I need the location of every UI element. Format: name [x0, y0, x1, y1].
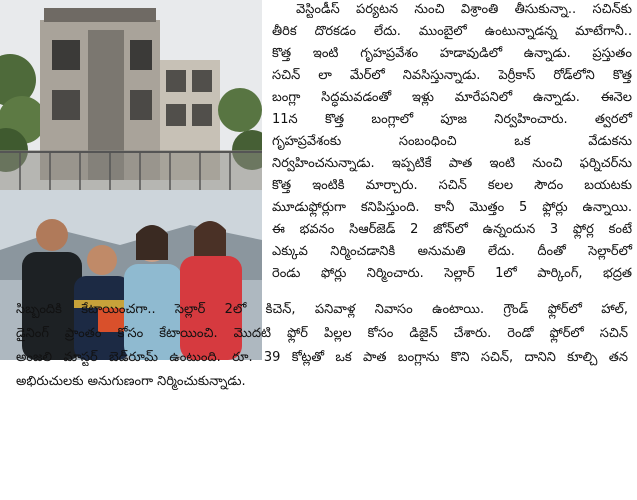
article-line-14: సిబ్బందికి కేటాయించగా.. సెల్లార్ 2లో కిచెన్, పనివాళ్ల నివాసం ఉంటాయి. గ్రౌండ్ ఫ్లోర్‌లో హాల్,	[16, 302, 628, 317]
house-illustration	[0, 0, 262, 190]
article-line-13: రెండు ఫోర్లు నిర్మించారు. సెల్లార్ 1లో పార్కింగ్, భద్రత	[272, 266, 632, 281]
article-line-12: ఎక్కువ నిర్మించడానికి అనుమతి లేదు. దీంతో సెల్లార్‌లో	[272, 244, 632, 259]
house-photo	[0, 0, 262, 190]
article-line-11: ఈ భవనం సిఆర్‌జెడ్ 2 జోన్‌లో ఉన్నందున 3 ఫ్లోర్ల కంటే	[272, 222, 632, 237]
article-line-6: 11న కొత్త బంగ్లాలో పూజ నిర్వహించారు. త్వరలో	[272, 112, 632, 127]
article-line-8: నిర్వహించనున్నాడు. ఇప్పటికే పాత ఇంటి నుంచి ఫర్నిచర్‌ను	[272, 156, 632, 171]
article-line-16: అంజలి మాస్టర్ బెడ్‌రూమ్ ఉంటుంది. రూ. 39 కోట్లతో ఒక పాత బంగ్లాను కొని సచిన్, దానిని కూల్చి తన	[16, 350, 628, 365]
article-line-7: గృహప్రవేశంకు సంబంధించి ఒక వేడుకను	[272, 134, 632, 149]
article-line-4: సచిన్ లా మేర్‌లో నివసిస్తున్నాడు. పెర్రీకాస్ రోడ్‌లోని కొత్త	[272, 68, 632, 83]
article-line-17: అభిరుచులకు అనుగుణంగా నిర్మించుకున్నాడు.	[16, 374, 246, 389]
article-line-9: కొత్త ఇంటికి మార్చారు. సచిన్ కలల సౌదం బయటకు	[272, 178, 632, 193]
article-line-5: బంగ్లా సిద్ధమవడంతో ఇళ్లు మారేపనిలో ఉన్నాడు. ఈనెల	[272, 90, 632, 105]
article-line-2: తీరిక దొరకడం లేదు. ముంబైలో ఉంటున్నాడన్న మాటేగానీ..	[272, 24, 632, 39]
article-line-3: కొత్త ఇంటి గృహప్రవేశం హడావుడిలో ఉన్నాడు. ప్రస్తుతం	[272, 46, 632, 61]
article-line-1: వెస్టిండీస్ పర్యటన నుంచి విశ్రాంతి తీసుకున్నా.. సచిన్‌కు	[296, 2, 632, 17]
article-line-15: డైనింగ్ ప్రాంతం కోసం కేటాయించి. మొదటి ఫ్లోర్ పిల్లల కోసం డిజైన్ చేశారు. రెండో ఫ్లోర్‌లో సచిన్	[16, 326, 628, 341]
article-line-10: మూడుఫ్లోర్లుగా కనిపిస్తుంది. కానీ మొత్తం 5 ఫ్లోర్లు ఉన్నాయి.	[272, 200, 632, 215]
